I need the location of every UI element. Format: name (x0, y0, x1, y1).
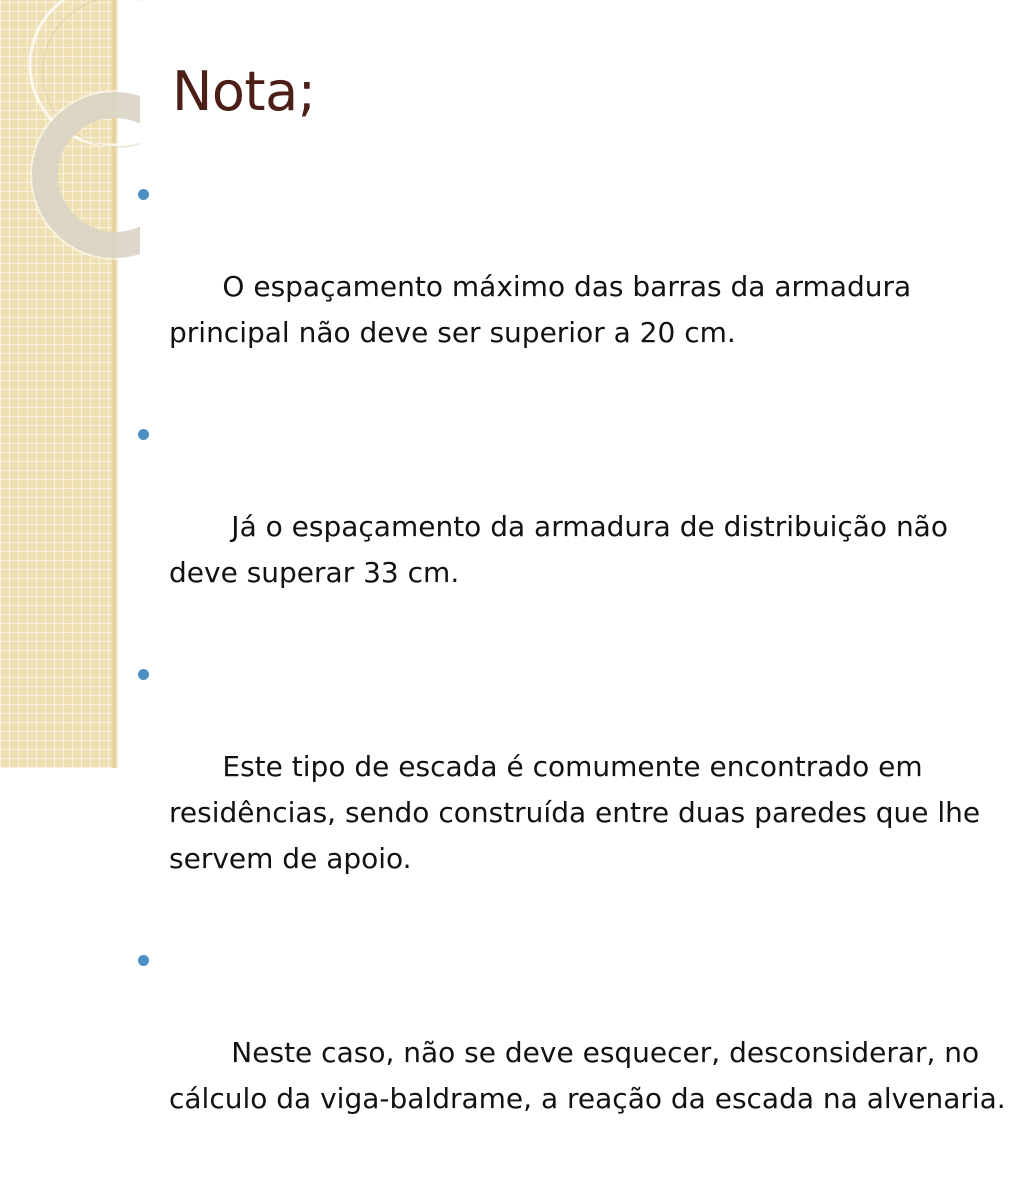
bullet-dot-icon (138, 955, 149, 966)
bullet-text: O espaçamento máximo das barras da armadura principal não deve ser superior a 20 cm. (169, 270, 921, 349)
bullet-text: Este tipo de escada é comumente encontrado em residências, sendo construída entre duas paredes que lhe servem de apoio. (169, 750, 990, 875)
ring-decoration-icon (0, 0, 140, 260)
bullet-item (134, 412, 1014, 642)
bullet-item (134, 938, 1014, 1168)
bullet-item (134, 652, 1014, 928)
bullet-list (134, 172, 1014, 1178)
bullet-text: Neste caso, não se deve esquecer, desconsiderar, no cálculo da viga-baldrame, a reação da escada na alvenaria. (169, 1036, 1006, 1115)
bullet-item (134, 172, 1014, 402)
bullet-dot-icon (138, 429, 149, 440)
bullet-dot-icon (138, 669, 149, 680)
bullet-text: Já o espaçamento da armadura de distribuição não deve superar 33 cm. (169, 510, 957, 589)
bullet-dot-icon (138, 189, 149, 200)
slide-title: Nota; (172, 60, 316, 123)
